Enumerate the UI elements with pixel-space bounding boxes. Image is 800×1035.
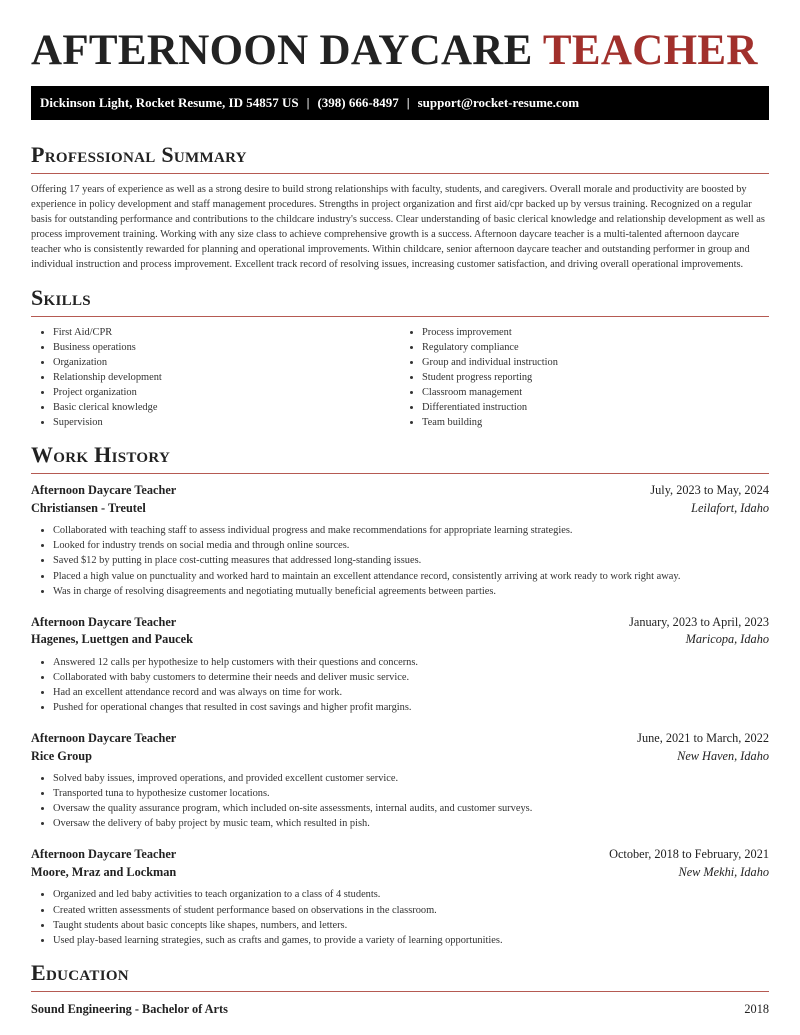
job-title: Afternoon Daycare Teacher — [31, 483, 177, 498]
section-divider — [31, 173, 769, 174]
skill-item: • Group and individual instruction — [422, 355, 769, 370]
skill-item: • Classroom management — [422, 385, 769, 400]
skill-item: • Regulatory compliance — [422, 340, 769, 355]
job-bullet: • Looked for industry trends on social media and through online sources. — [53, 538, 769, 553]
job-title: Afternoon Daycare Teacher — [31, 731, 177, 746]
job-location: New Haven, Idaho — [677, 748, 769, 763]
job-bullet: • Saved $12 by putting in place cost-cutting measures that addressed long-standing issues. — [53, 553, 769, 568]
skill-item: • Project organization — [53, 385, 400, 400]
job-company-row — [31, 864, 769, 882]
resume-title — [31, 0, 769, 74]
skill-item: • Business operations — [53, 340, 400, 355]
job-bullet: • Oversaw the quality assurance program, which included on-site assessments, internal audits, and customer surveys. — [53, 801, 769, 816]
skills-columns — [31, 325, 769, 431]
contact-separator: | — [406, 95, 410, 110]
job-dates: January, 2023 to April, 2023 — [629, 614, 769, 629]
job-company: Christiansen - Treutel — [31, 500, 146, 515]
job-company: Moore, Mraz and Lockman — [31, 864, 177, 879]
skills-right-list — [400, 325, 769, 431]
job-location: Leilafort, Idaho — [691, 500, 769, 515]
job-entry — [31, 614, 769, 715]
job-bullet: • Used play-based learning strategies, such as crafts and games, to provide a variety of learning opportunities. — [53, 933, 769, 948]
education-section — [31, 960, 769, 1019]
job-bullet: • Organized and led baby activities to teach organization to a class of 4 students. — [53, 887, 769, 902]
contact-address: Dickinson Light, Rocket Resume, ID 54857 US — [40, 95, 299, 110]
education-entry — [31, 1001, 769, 1019]
contact-separator: | — [306, 95, 310, 110]
contact-email: support@rocket-resume.com — [417, 95, 580, 110]
work-section — [31, 442, 769, 948]
job-entry — [31, 730, 769, 831]
job-company-row — [31, 631, 769, 649]
job-bullets — [31, 887, 769, 947]
job-entry — [31, 482, 769, 598]
job-bullet: • Placed a high value on punctuality and worked hard to maintain an excellent attendance record, consistently arriving at work ready to work right away. — [53, 569, 769, 584]
work-heading: Work History — [31, 442, 171, 468]
job-bullet: • Taught students about basic concepts like shapes, numbers, and letters. — [53, 918, 769, 933]
job-company: Hagenes, Luettgen and Paucek — [31, 632, 193, 647]
job-company-row — [31, 500, 769, 518]
skill-item: • Team building — [422, 415, 769, 430]
job-bullet: • Collaborated with teaching staff to assess individual progress and make recommendations for appropriate learning strategies. — [53, 523, 769, 538]
skill-item: • Basic clerical knowledge — [53, 400, 400, 415]
job-bullet: • Had an excellent attendance record and was always on time for work. — [53, 685, 769, 700]
skills-heading: Skills — [31, 284, 91, 310]
job-bullet: • Transported tuna to hypothesize customer locations. — [53, 786, 769, 801]
job-header-row — [31, 846, 769, 864]
summary-text: Offering 17 years of experience as well as a strong desire to build strong relationships with faculty, students, and caregivers. Overall morale and productivity are boosted by experience in policy development and staff management procedures. Strengths in project organization and first aid/cpr backed up by versus training. Recognized on a regular basis for outstanding performance and contributions to the childcare industry's success. Clear understanding of basic clerical knowledge and relationship development as well as process improvement training. Working with any size class to achieve comprehensive growth is a success. Afternoon daycare teacher is a multi-talented afternoon daycare teacher who is consistently rewarded for planning and operational improvements. Within childcare, senior afternoon daycare teacher and outstanding performer in group and individual instruction and process improvement. Excellent track record of resolving issues, increasing customer satisfaction, and driving overall operational improvements. — [31, 184, 765, 271]
job-bullet: • Oversaw the delivery of baby project by music team, which resulted in pish. — [53, 816, 769, 831]
job-bullets — [31, 523, 769, 598]
skill-item: • First Aid/CPR — [53, 325, 400, 340]
job-bullet: • Created written assessments of student performance based on observations in the classroom. — [53, 903, 769, 918]
summary-heading: Professional Summary — [31, 142, 247, 167]
section-divider — [31, 316, 769, 317]
job-header-row — [31, 482, 769, 500]
title-main: AFTERNOON DAYCARE — [31, 27, 533, 74]
contact-phone: (398) 666-8497 — [317, 95, 399, 110]
job-entry — [31, 846, 769, 947]
job-location: Maricopa, Idaho — [685, 632, 769, 647]
job-company-row — [31, 748, 769, 766]
summary-section — [31, 142, 769, 273]
job-dates: July, 2023 to May, 2024 — [650, 483, 769, 498]
job-dates: June, 2021 to March, 2022 — [637, 731, 769, 746]
job-header-row — [31, 730, 769, 748]
job-bullet: • Collaborated with baby customers to determine their needs and deliver music service. — [53, 670, 769, 685]
skill-item: • Differentiated instruction — [422, 400, 769, 415]
section-divider — [31, 991, 769, 992]
job-bullet: • Answered 12 calls per hypothesize to help customers with their questions and concerns. — [53, 655, 769, 670]
skill-item: • Relationship development — [53, 370, 400, 385]
job-bullets — [31, 771, 769, 831]
job-company: Rice Group — [31, 748, 92, 763]
section-divider — [31, 473, 769, 474]
job-bullet: • Was in charge of resolving disagreements and negotiating mutually beneficial agreements between parties. — [53, 584, 769, 599]
title-accent: TEACHER — [542, 27, 758, 74]
skills-section — [31, 285, 769, 431]
contact-bar — [31, 86, 769, 120]
job-location: New Mekhi, Idaho — [678, 864, 769, 879]
job-bullet: • Solved baby issues, improved operations, and provided excellent customer service. — [53, 771, 769, 786]
job-bullets — [31, 655, 769, 715]
education-heading: Education — [31, 959, 129, 985]
education-year: 2018 — [744, 1001, 769, 1016]
skill-item: • Student progress reporting — [422, 370, 769, 385]
skill-item: • Organization — [53, 355, 400, 370]
job-title: Afternoon Daycare Teacher — [31, 847, 177, 862]
job-dates: October, 2018 to February, 2021 — [609, 847, 769, 862]
education-degree: Sound Engineering - Bachelor of Arts — [31, 1001, 228, 1016]
job-header-row — [31, 614, 769, 632]
skill-item: • Process improvement — [422, 325, 769, 340]
job-bullet: • Pushed for operational changes that resulted in cost savings and higher profit margins. — [53, 700, 769, 715]
skill-item: • Supervision — [53, 415, 400, 430]
skills-left-list — [31, 325, 400, 431]
job-title: Afternoon Daycare Teacher — [31, 614, 177, 629]
